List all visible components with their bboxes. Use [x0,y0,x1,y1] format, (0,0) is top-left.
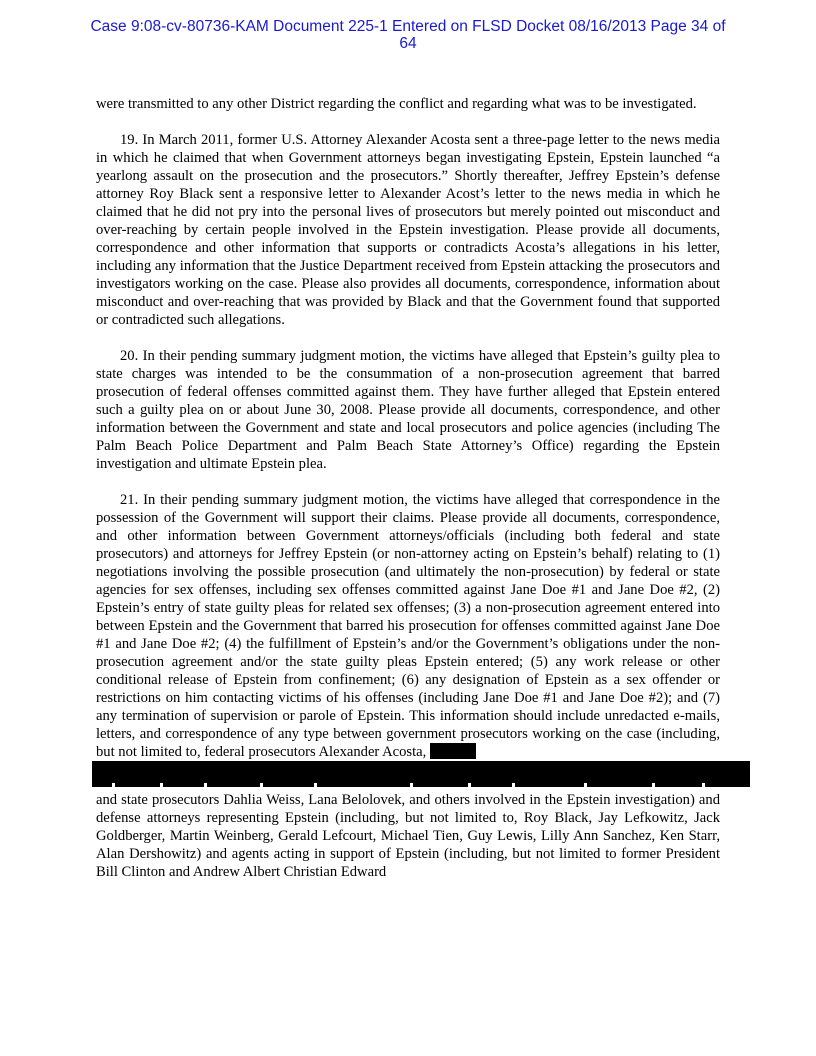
paragraph-21-text: 21. In their pending summary judgment motion, the victims have alleged that correspondence in the possession of the Government will support their claims. Please provide all documents, correspondence, and other information between Government attorneys/officials (including both federal and state prosecutors) and attorneys for Jeffrey Epstein (or non-attorney acting on Epstein’s behalf) relating to (1) negotiations involving the possible prosecution (and ultimately the non-prosecution) by federal or state agencies for sex offenses, including sex offenses committed against Jane Doe #1 and Jane Doe #2, (2) Epstein’s entry of state guilty pleas for related sex offenses; (3) a non-prosecution agreement entered into between Epstein and the Government that barred his prosecution for offenses committed against Jane Doe #1 and Jane Doe #2; (4) the fulfillment of Epstein’s and/or the Government’s obligations under the non-prosecution agreement and/or the state guilty pleas Epstein entered; (5) any work release or other conditional release of Epstein from confinement; (6) any designation of Epstein as a sex offender or restrictions on him contacting victims of his offenses (including Jane Doe #1 and Jane Doe #2); and (7) any termination of supervision or parole of Epstein. This information should include unredacted e-mails, letters, and correspondence of any type between government prosecutors working on the case (including, but not limited to, federal prosecutors Alexander Acosta, [96,492,720,760]
paragraph-21-continued: and state prosecutors Dahlia Weiss, Lana Belolovek, and others involved in the Epstein investigation) and defense attorneys representing Epstein (including, but not limited to, Roy Black, Jay Lefkowitz, Jack Goldberger, Martin Weinberg, Gerald Lefcourt, Michael Tien, Guy Lewis, Lilly Ann Sanchez, Ken Starr, Alan Dershowitz) and agents acting in support of Epstein (including, but not limited to former President Bill Clinton and Andrew Albert Christian Edward [96,792,720,880]
paragraph-21 [96,491,720,761]
stamp-line-1: Case 9:08-cv-80736-KAM Document 225-1 Entered on FLSD Docket 08/16/2013 Page 34 of [90,18,726,35]
paragraph-continuation: were transmitted to any other District regarding the conflict and regarding what was to be investigated. [96,96,697,112]
paragraph-19: 19. In March 2011, former U.S. Attorney Alexander Acosta sent a three-page letter to the news media in which he claimed that when Government attorneys began investigating Epstein, Epstein launched “a yearlong assault on the prosecution and the prosecutors.” Shortly thereafter, Jeffrey Epstein’s defense attorney Roy Black sent a responsive letter to Alexander Acost’s letter to the news media in which he claimed that he did not pry into the personal lives of prosecutors but merely pointed out misconduct and over-reaching by certain people involved in the Epstein investigation. Please provide all documents, correspondence and other information that supports or contradicts Acosta’s allegations in his letter, including any information that the Justice Department received from Epstein attacking the prosecutors and investigators working on the case. Please also provides all documents, correspondence, information about misconduct and over-reaching that was provided by Black and that the Government found that supported or contradicted such allegations. [96,132,720,328]
court-filing-stamp [0,18,816,52]
paragraph-20: 20. In their pending summary judgment motion, the victims have alleged that Epstein’s guilty plea to state charges was intended to be the consummation of a non-prosecution agreement that barred prosecution of federal offenses committed against them. They have further alleged that Epstein entered such a guilty plea on or about June 30, 2008. Please provide all documents, correspondence, and other information between the Government and state and local prosecutors and police agencies (including The Palm Beach Police Department and Palm Beach State Attorney’s Office) regarding the Epstein investigation and ultimate Epstein plea. [96,348,720,472]
redaction-bar [92,761,750,787]
document-body [96,95,720,881]
stamp-line-2: 64 [399,35,417,52]
redaction-box [430,743,476,759]
